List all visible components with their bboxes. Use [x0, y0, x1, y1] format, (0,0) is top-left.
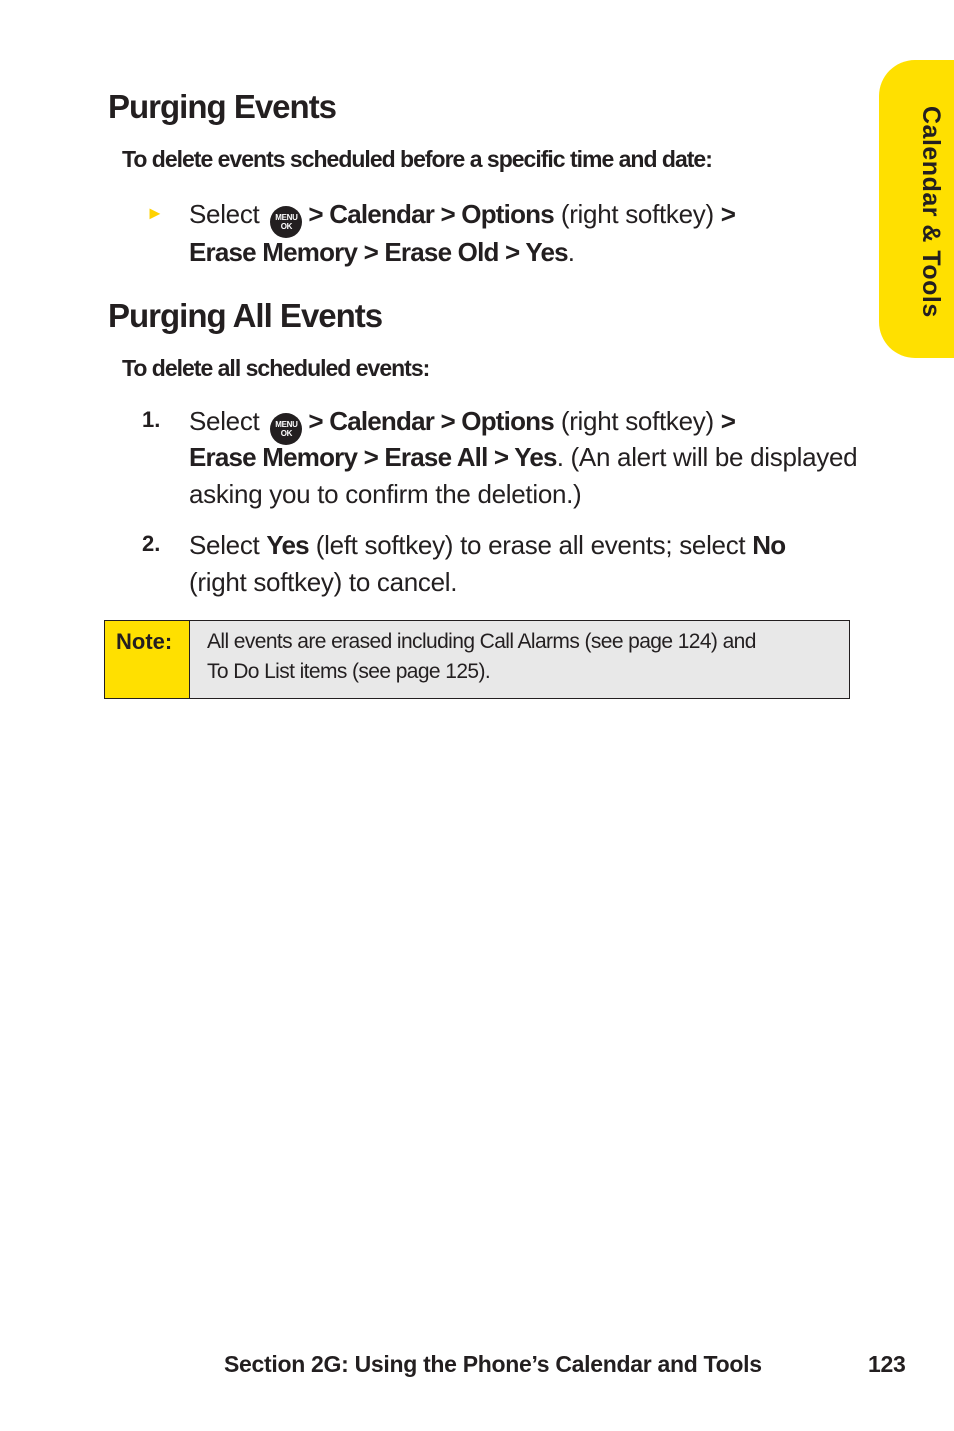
menu-ok-key-icon: MENU OK: [270, 206, 302, 238]
side-tab-label: Calendar & Tools: [917, 106, 945, 318]
bullet-arrow-icon: ►: [146, 203, 164, 223]
step-number: 1.: [142, 407, 161, 432]
note-box: [104, 620, 850, 699]
step-number: 2.: [142, 531, 161, 556]
step-line: Erase Memory > Erase Old > Yes.: [189, 237, 575, 267]
step-line: Select Yes (left softkey) to erase all events; select No: [189, 530, 786, 560]
intro-purging-events: To delete events scheduled before a specific time and date:: [122, 146, 712, 172]
step-line: (right softkey) to cancel.: [189, 567, 458, 597]
page-number: 123: [868, 1351, 906, 1377]
heading-purging-all-events: Purging All Events: [108, 297, 383, 334]
step-line: Select MENU OK > Calendar > Options (right softkey) >: [189, 403, 735, 445]
step-line: asking you to confirm the deletion.): [189, 479, 582, 509]
heading-purging-events: Purging Events: [108, 88, 337, 125]
note-label: Note:: [105, 621, 190, 698]
section-side-tab: [879, 60, 954, 358]
step-line: Erase Memory > Erase All > Yes. (An alert will be displayed: [189, 442, 858, 472]
note-text: All events are erased including Call Alarms (see page 124) and To Do List items (see page 125).: [207, 630, 756, 683]
step-line: Select MENU OK > Calendar > Options (right softkey) >: [189, 196, 735, 238]
footer-section-title: Section 2G: Using the Phone’s Calendar and Tools: [224, 1351, 762, 1377]
intro-purging-all-events: To delete all scheduled events:: [122, 355, 430, 381]
menu-ok-key-icon: MENU OK: [270, 413, 302, 445]
